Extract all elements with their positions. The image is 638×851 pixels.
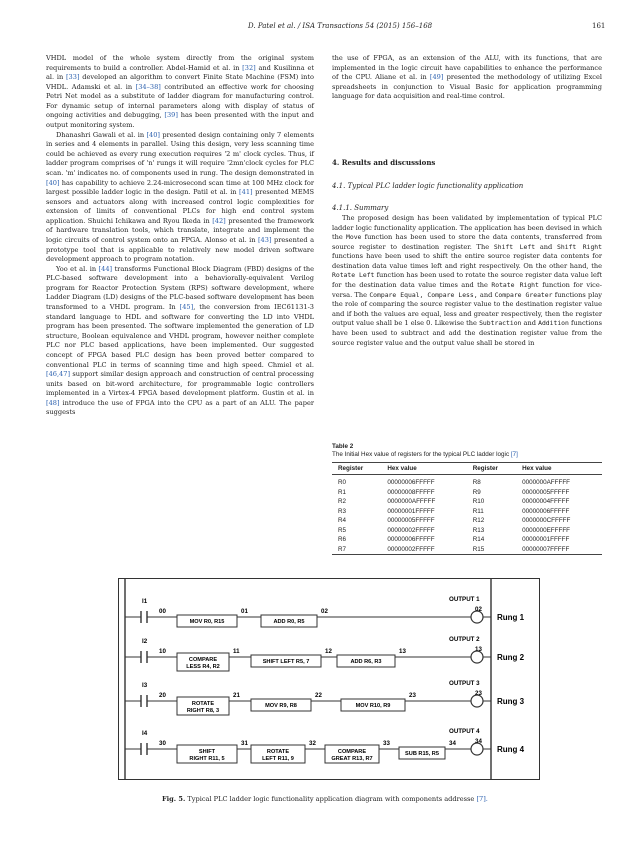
- paragraph: Yoo et al. in [44] transforms Functional Block Diagram (FBD) designs of the PLC-based software development into a behaviorally-equivalent Verilog program for Reactor Protection System (RPS) software development, where Ladder Diagram (LD) designs of the PLC-based software development has been transformed to a VHDL program. In [45], the conversion from IEC61131-3 standard language to HDL and software for converting the LD into VHDL program has been presented. The software implemented the generation of LD structure, Boolean equivalence and VHDL program, however neither complete PLC nor PLC based applications, have been implemented. Our suggested concept of FPGA based PLC design has been proved better compared to conventional PLC in terms of scanning time and high speed. Chmiel et al. [46,47] support similar design approach and construction of central processing units based on bit-word architecture, for programmable logic controllers implemented in a Virtex-4 FPGA based development platform. Gustin et al. in [48] introduce the use of FPGA into the CPU as a part of an ALU. The paper suggests: [46, 264, 314, 417]
- address-label: 22: [315, 692, 322, 699]
- table-label: Table 2: [332, 443, 354, 450]
- block-label: MOV R9, R8: [265, 703, 297, 709]
- block-label: RIGHT R11, 5: [189, 756, 225, 762]
- paragraph: Dhanashri Gawali et al. in [40] presented design containing only 7 elements in series and 4 elements in parallel. Using this design, very less scanning time could be achieved as every rung execution requires '2 m' clock cycles. Thus, if ladder program comprises of 'n' rungs it will require '2mn'clock cycles for PLC scan. 'm' indicates no. of components used in rung. The design demonstrated in [40] has capability to achieve 2.24-microsecond scan time at 100 MHz clock for largest possible ladder logic in the design. Patil et al. in [41] presented MEMS sensors and actuators along with increased control logic complexities for extension of limits of conventional PLCs for high end control system application. Shuichi Ichikawa and Ryou Ikeda in [42] presented the framework of hardware translation tools, which translate, integrate and implement the logic circuits of control system onto an FPGA. Alonso et al. in [43] presented a prototype tool that is applicable to relatively new model driven software development approach to program notation.: [46, 130, 314, 264]
- table-cell: R11: [472, 507, 484, 515]
- table-cell: R1: [338, 488, 347, 496]
- table-cell: 0000000CFFFFF: [522, 517, 571, 524]
- reference-link[interactable]: [46,47]: [46, 370, 71, 379]
- table-cell: 00000005FFFFF: [522, 488, 570, 496]
- table-cell: 00000002FFFFF: [387, 545, 435, 553]
- table-cell: 00000006FFFFF: [387, 479, 435, 486]
- rung-label: Rung 3: [497, 697, 525, 706]
- right-column: [332, 54, 602, 102]
- address-label: 34: [449, 740, 456, 747]
- address-label: 13: [475, 646, 482, 653]
- input-label: I1: [142, 598, 148, 605]
- address-label: 02: [321, 608, 328, 615]
- block-label: RIGHT R8, 3: [186, 708, 220, 714]
- subsubsection-title: 4.1.1. Summary: [332, 204, 389, 212]
- paragraph: the use of FPGA, as an extension of the ALU, with its functions, that are implemented in the logic circuit have capabilities to enhance the performance of the CPU. Aliane et al. in [49] presented the methodology of utilizing Excel spreadsheets in conjunction to Visual Basic for application programming language for data acquisition and real-time control.: [332, 54, 602, 101]
- table-cell: 00000001FFFFF: [522, 536, 570, 543]
- table-caption: The Initial Hex value of registers for the typical PLC ladder logic [7]: [332, 451, 518, 458]
- reference-link[interactable]: [40]: [146, 130, 161, 139]
- address-label: 30: [159, 740, 166, 747]
- reference-link[interactable]: [41]: [239, 188, 253, 197]
- reference-link[interactable]: [45]: [179, 303, 194, 312]
- block-label: LESS R4, R2: [186, 664, 220, 670]
- address-label: 13: [399, 648, 406, 655]
- table-cell: 0000000AFFFFF: [387, 498, 436, 505]
- block-label: COMPARE: [337, 749, 367, 755]
- section-title: 4. Results and discussions: [332, 158, 436, 167]
- table-cell: 00000008FFFFF: [387, 488, 435, 496]
- table-cell: R3: [338, 507, 347, 515]
- table-cell: R13: [472, 526, 485, 534]
- output-label: OUTPUT 4: [449, 728, 480, 735]
- reference-link[interactable]: [32]: [242, 63, 256, 72]
- block-label: MOV R0, R15: [189, 619, 225, 625]
- ladder-svg: [119, 579, 539, 779]
- address-label: 02: [475, 606, 482, 613]
- block-label: MOV R10, R9: [355, 703, 391, 709]
- table-cell: 00000005FFFFF: [387, 517, 435, 524]
- address-label: 11: [233, 648, 240, 655]
- table-cell: R10: [472, 498, 485, 505]
- input-label: I4: [142, 730, 148, 737]
- address-label: 34: [475, 738, 482, 745]
- address-label: 10: [159, 648, 166, 655]
- table-cell: R14: [472, 536, 485, 543]
- output-label: OUTPUT 2: [449, 636, 480, 643]
- address-label: 12: [325, 648, 332, 655]
- output-label: OUTPUT 3: [449, 680, 480, 687]
- address-label: 23: [409, 692, 416, 699]
- ladder-diagram: [118, 578, 540, 780]
- column-header: Hex value: [516, 463, 602, 475]
- block-label: ADD R0, R5: [273, 619, 305, 625]
- block-label: SHIFT LEFT R5, 7: [262, 659, 310, 665]
- block-label: ROTATE: [191, 701, 215, 707]
- reference-link[interactable]: [44]: [98, 264, 113, 273]
- block-label: SHIFT: [198, 749, 216, 755]
- table-cell: R9: [472, 488, 481, 496]
- block-label: SUB R15, R5: [405, 751, 439, 757]
- table-cell: 00000006FFFFF: [522, 507, 570, 515]
- reference-link[interactable]: [39]: [164, 111, 178, 120]
- address-label: 23: [475, 690, 482, 697]
- table-cell: R2: [338, 498, 347, 505]
- paragraph: The proposed design has been validated by implementation of typical PLC ladder logic functionality application. The application has been devised in which the Move function has been used to store the data contents, transferred from source register to destination register. The Shift Left and Shift Right functions have been used to shift the entire source register data contents for destination data value times left and right respectively. On the other hand, the Rotate Left function has been used to rotate the source register data value left for the destination data value times and the Rotate Right function for vice-versa. The Compare Equal, Compare Less, and Compare Greater functions play the role of comparing the source register value to the destination register value and if both the values are equal, less and greater respectively, then the register output value shall be 1 else 0. Likewise the Subtraction and Addition functions have been used to subtract and add the destination register value from the source register value and the output value shall be stored in: [332, 214, 603, 347]
- table-row: [332, 507, 602, 517]
- paragraph: VHDL model of the whole system directly from the original system requirements to build a controller. Abdel-Hamid et al. in [32] and Kusilinna et al. in [33] developed an algorithm to convert Finite State Machine (FSM) into VHDL. Adamski et al. in [34–38] contributed an effective work for choosing Petri Net model as a substitute of ladder diagram for manufacturing control. For dynamic setup of internal parameters along with display of status of ongoing activities and debugging, [39] has been presented with the input and output monitoring system.: [46, 54, 315, 130]
- address-label: 33: [383, 740, 390, 747]
- table-cell: R7: [338, 545, 347, 553]
- reference-link[interactable]: [33]: [65, 73, 80, 82]
- table-cell: R12: [472, 517, 485, 524]
- block-label: COMPARE: [188, 657, 218, 663]
- left-column: [46, 54, 314, 418]
- reference-link[interactable]: [7].: [476, 795, 488, 803]
- column-header: Register: [332, 463, 381, 475]
- block-label: GREAT R13, R7: [331, 756, 373, 762]
- address-label: 32: [309, 740, 316, 747]
- reference-link[interactable]: [7]: [510, 451, 518, 458]
- page-number: 161: [592, 22, 606, 30]
- table-cell: 00000002FFFFF: [387, 526, 435, 534]
- register-table: [332, 443, 602, 555]
- table-header-row: [332, 463, 602, 475]
- table-cell: 00000001FFFFF: [387, 507, 435, 515]
- address-label: 31: [241, 740, 248, 747]
- table-row: [332, 545, 602, 555]
- table-row: [332, 516, 602, 526]
- table-row: [332, 475, 602, 488]
- rung-label: Rung 4: [497, 745, 525, 754]
- table-cell: R6: [338, 536, 347, 543]
- column-header: Register: [467, 463, 516, 475]
- rung-label: Rung 1: [497, 613, 525, 622]
- table-cell: R4: [338, 517, 347, 524]
- table-row: [332, 488, 602, 498]
- reference-link[interactable]: [43]: [257, 235, 272, 244]
- reference-link[interactable]: [42]: [212, 216, 226, 225]
- block-label: ROTATE: [266, 749, 290, 755]
- table-cell: R0: [338, 479, 347, 486]
- journal-citation: D. Patel et al. / ISA Transactions 54 (2015) 156–168: [248, 22, 433, 30]
- column-header: Hex value: [381, 463, 466, 475]
- table-cell: 0000000EFFFFF: [522, 526, 571, 534]
- table-row: [332, 535, 602, 545]
- reference-link[interactable]: [34–38]: [135, 82, 161, 91]
- subsection-title: 4.1. Typical PLC ladder logic functionality application: [332, 182, 524, 190]
- right-column-body: [332, 214, 602, 348]
- output-label: OUTPUT 1: [449, 596, 480, 603]
- table-row: [332, 526, 602, 536]
- table-cell: R8: [472, 479, 481, 486]
- reference-link[interactable]: [49]: [429, 73, 444, 82]
- hex-table: [332, 462, 602, 555]
- address-label: 01: [241, 608, 248, 615]
- table-cell: 00000004FFFFF: [522, 498, 570, 505]
- address-label: 21: [233, 692, 240, 699]
- input-label: I2: [142, 638, 148, 645]
- address-label: 00: [159, 608, 166, 615]
- figure-caption: Fig. 5. Typical PLC ladder logic functionality application diagram with components addresse [7].: [162, 795, 488, 803]
- table-cell: R15: [472, 545, 485, 553]
- block-label: ADD R6, R3: [350, 659, 382, 665]
- block-label: LEFT R11, 9: [262, 756, 294, 762]
- table-cell: R5: [338, 526, 347, 534]
- table-cell: 00000006FFFFF: [387, 536, 435, 543]
- table-cell: 00000007FFFFF: [522, 545, 570, 553]
- table-cell: 0000000AFFFFF: [522, 479, 571, 486]
- reference-link[interactable]: [48]: [46, 398, 60, 407]
- table-row: [332, 497, 602, 507]
- reference-link[interactable]: [40]: [46, 178, 60, 187]
- rung-label: Rung 2: [497, 653, 525, 662]
- input-label: I3: [142, 682, 148, 689]
- address-label: 20: [159, 692, 166, 699]
